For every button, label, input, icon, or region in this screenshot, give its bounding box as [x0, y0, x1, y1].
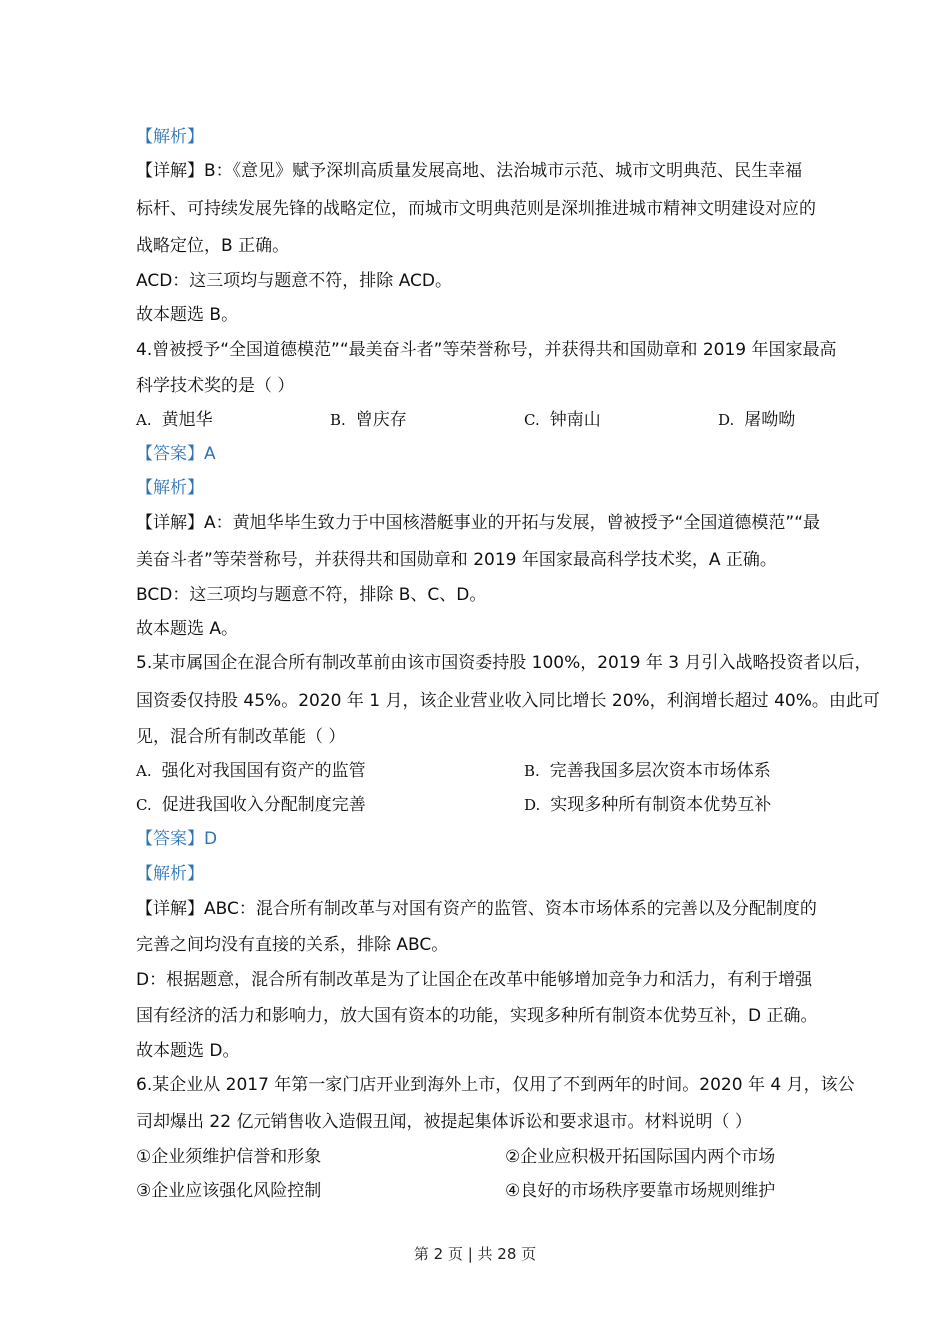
analysis-heading: 【解析】 [136, 478, 204, 498]
detail-text: 【详解】ABC：混合所有制改革与对国有资产的监管、资本市场体系的完善以及分配制度的 [136, 899, 817, 919]
detail-text: 完善之间均没有直接的关系，排除 ABC。 [136, 935, 449, 955]
q5-option-a: A. 强化对我国国有资产的监管 [136, 761, 366, 781]
answer-heading: 【答案】A [136, 444, 216, 464]
analysis-heading: 【解析】 [136, 864, 204, 884]
detail-text: D：根据题意，混合所有制改革是为了让国企在改革中能够增加竞争力和活力，有利于增强 [136, 970, 813, 990]
question-5-stem: 见，混合所有制改革能（ ） [136, 727, 346, 747]
detail-text: ACD：这三项均与题意不符，排除 ACD。 [136, 271, 452, 291]
question-6-stem: 6.某企业从 2017 年第一家门店开业到海外上市，仅用了不到两年的时间。2020 年 4 月，该公 [136, 1075, 855, 1095]
q4-option-c: C. 钟南山 [524, 410, 601, 430]
detail-text: 【详解】A：黄旭华毕生致力于中国核潜艇事业的开拓与发展，曾被授予“全国道德模范”“最 [136, 513, 821, 533]
question-4-stem: 科学技术奖的是（ ） [136, 376, 295, 396]
q4-option-a: A. 黄旭华 [136, 410, 213, 430]
question-6-stem: 司却爆出 22 亿元销售收入造假丑闻，被提起集体诉讼和要求退市。材料说明（ ） [136, 1112, 752, 1132]
q4-option-d: D. 屠呦呦 [718, 410, 796, 430]
page-footer: 第 2 页 | 共 28 页 [413, 1245, 537, 1263]
detail-text: 故本题选 B。 [136, 305, 239, 325]
detail-text: 战略定位，B 正确。 [136, 236, 290, 256]
detail-text: 故本题选 A。 [136, 619, 239, 639]
q6-option-1: ①企业须维护信誉和形象 [136, 1147, 322, 1167]
q6-option-3: ③企业应该强化风险控制 [136, 1181, 322, 1201]
q6-option-4: ④良好的市场秩序要靠市场规则维护 [505, 1181, 776, 1201]
detail-text: 故本题选 D。 [136, 1041, 240, 1061]
q5-option-c: C. 促进我国收入分配制度完善 [136, 795, 366, 815]
analysis-heading: 【解析】 [136, 127, 204, 147]
answer-heading: 【答案】D [136, 829, 218, 849]
q4-option-b: B. 曾庆存 [330, 410, 407, 430]
q5-option-b: B. 完善我国多层次资本市场体系 [524, 761, 771, 781]
question-5-stem: 5.某市属国企在混合所有制改革前由该市国资委持股 100%，2019 年 3 月引入战略投资者以后， [136, 653, 872, 673]
q5-option-d: D. 实现多种所有制资本优势互补 [524, 795, 772, 815]
question-5-stem: 国资委仅持股 45%。2020 年 1 月，该企业营业收入同比增长 20%，利润增长超过 40%。由此可 [136, 691, 880, 711]
detail-text: 国有经济的活力和影响力，放大国有资本的功能，实现多种所有制资本优势互补，D 正确。 [136, 1006, 818, 1026]
question-4-stem: 4.曾被授予“全国道德模范”“最美奋斗者”等荣誉称号，并获得共和国勋章和 2019 年国家最高 [136, 340, 837, 360]
detail-text: 标杆、可持续发展先锋的战略定位，而城市文明典范则是深圳推进城市精神文明建设对应的 [136, 199, 816, 219]
detail-text: 美奋斗者”等荣誉称号，并获得共和国勋章和 2019 年国家最高科学技术奖，A 正确。 [136, 550, 777, 570]
detail-text: BCD：这三项均与题意不符，排除 B、C、D。 [136, 585, 487, 605]
q6-option-2: ②企业应积极开拓国际国内两个市场 [505, 1147, 776, 1167]
detail-text: 【详解】B：《意见》赋予深圳高质量发展高地、法治城市示范、城市文明典范、民生幸福 [136, 161, 803, 181]
